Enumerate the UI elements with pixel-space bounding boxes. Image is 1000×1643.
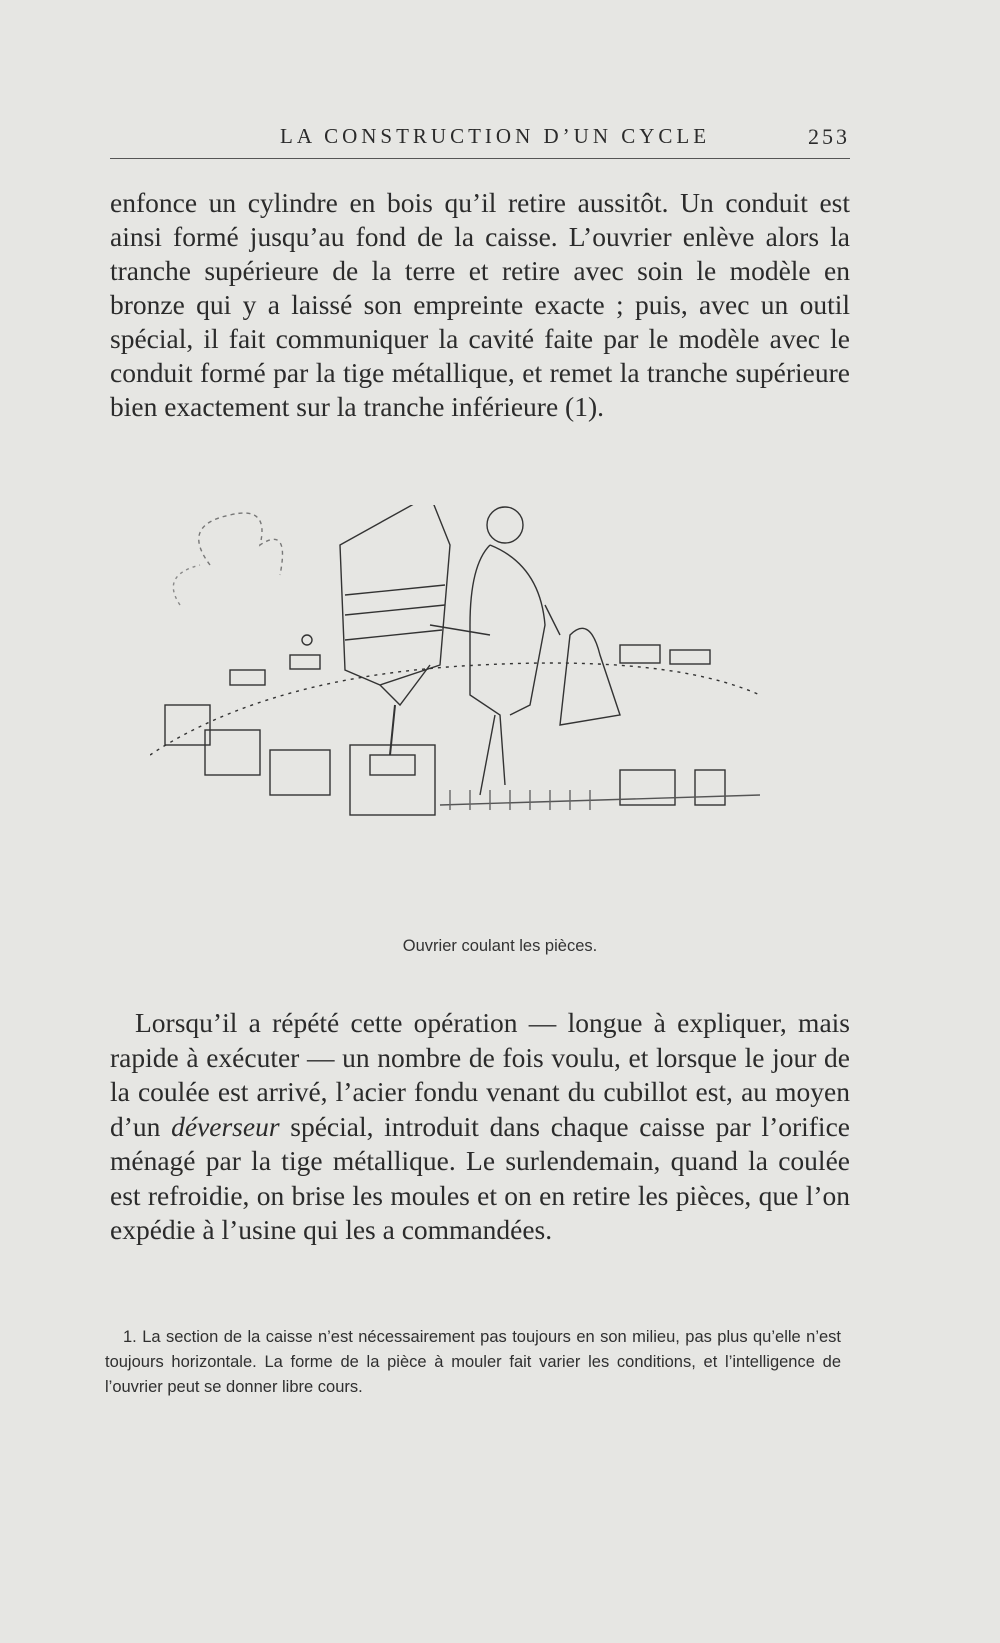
footnote: 1. La section de la caisse n’est nécessairement pas toujours en son milieu, pas plus qu’elle n’est toujours horizontale. La forme de la pièce à mouler fait varier les conditions, et l’intelligence de l’ouvrier peut se donner libre cours. [105, 1328, 841, 1396]
paragraph-2-end: spécial, introduit dans chaque caisse par l’orifice ménagé par la tige métallique. Le surlendemain, quand la coulée est refroidie, on brise les moules et on en retire les pièces, que l’on expédie à l’usine qui les a commandées. [110, 1110, 850, 1245]
running-title: LA CONSTRUCTION D’UN CYCLE [280, 124, 711, 148]
italic-term: déverseur [171, 1110, 280, 1142]
paragraph-1: enfonce un cylindre en bois qu’il retire aussitôt. Un conduit est ainsi formé jusqu’au fond de la caisse. L’ouvrier enlève alors la tranche supérieure de la terre et retire avec soin le modèle en bronze qui y a laissé son empreinte exacte ; puis, avec un outil spécial, il fait communiquer la cavité faite par le modèle avec le conduit formé par la tige métallique, et remet la tranche supérieure bien exactement sur la tranche inférieure (1). [110, 187, 850, 422]
paragraph-2-start: Lorsqu’il a répété cette opération — longue à expliquer, mais rapide à exécuter — un nombre de fois voulu, et lorsque le jour de la coulée est arrivé, l’acier fondu venant du cubillot est, au moyen d’un [110, 1007, 850, 1142]
figure-caption: Ouvrier coulant les pièces. [402, 937, 598, 955]
paragraph-2 [110, 1006, 850, 1248]
engraving-worker-pouring [150, 505, 810, 905]
page-number: 253 [808, 124, 850, 149]
page-header [110, 118, 850, 159]
